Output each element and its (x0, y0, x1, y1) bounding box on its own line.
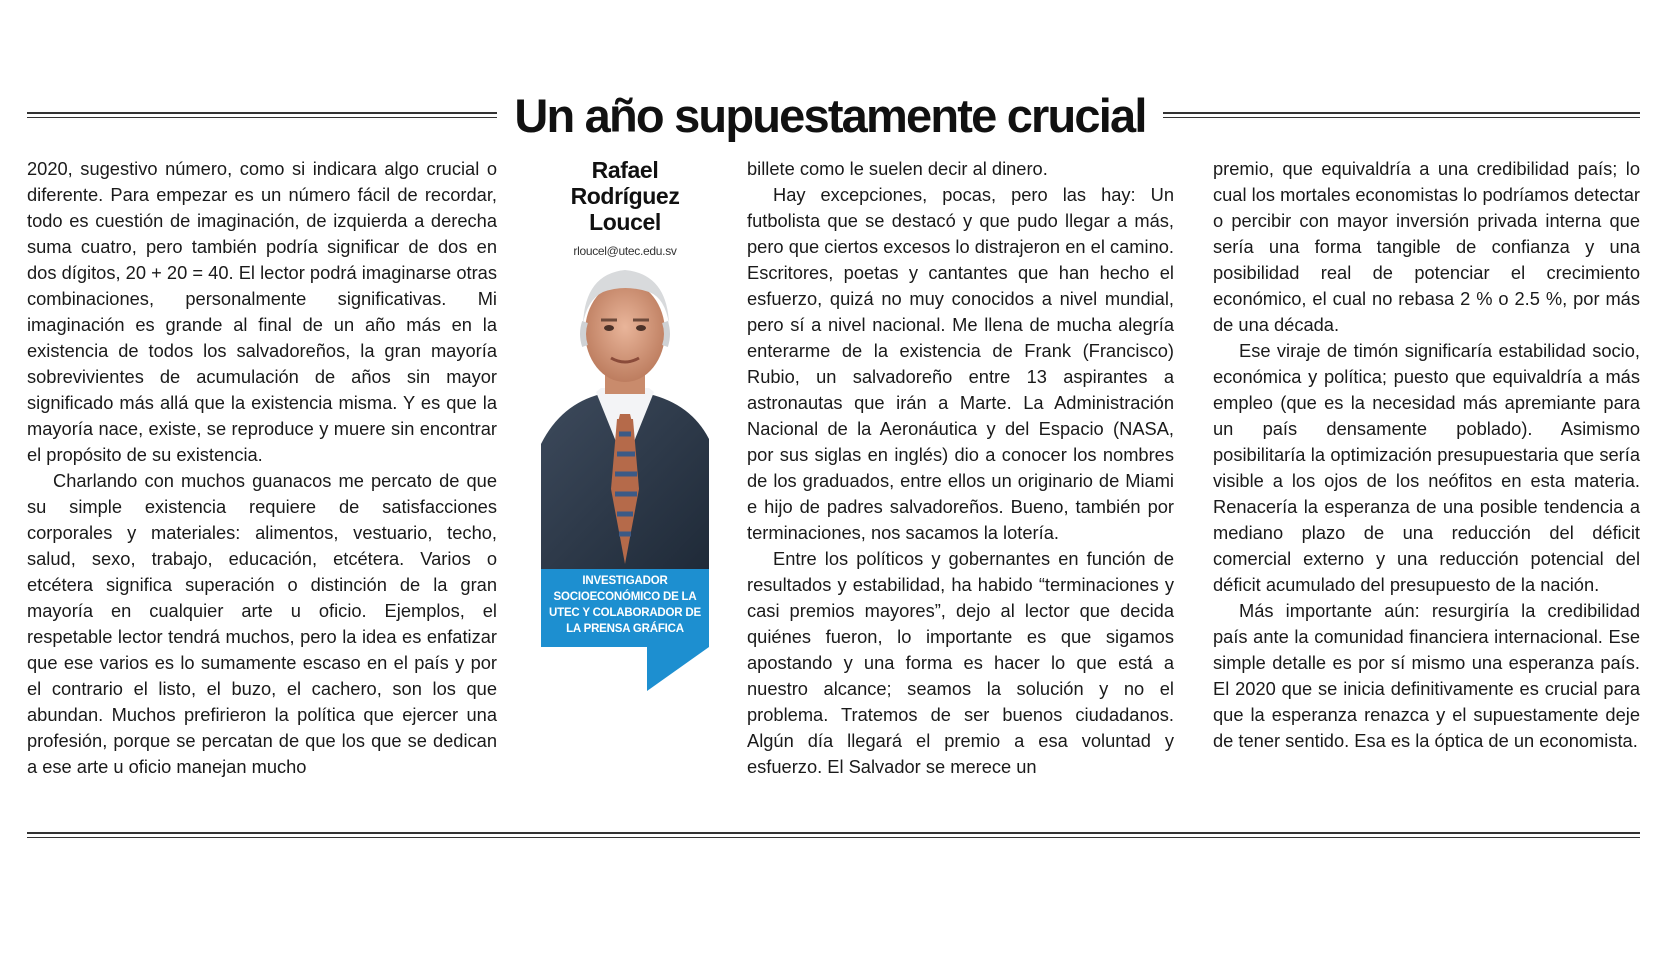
article-title: Un año supuestamente crucial (514, 89, 1146, 142)
bottom-rule (27, 832, 1640, 834)
paragraph: 2020, sugestivo número, como si indicara algo crucial o diferente. Para empezar es un número fácil de recordar, todo es cuestión de imaginación, de izquierda a derecha suma cuatro, pero también podría significar de dos en dos dígitos, 20 + 20 = 40. El lector podrá imaginarse otras combinaciones, personalmente significativas. Mi imaginación es grande al final de un año más en la existencia de todos los salvadoreños, la gran mayoría sobrevivientes de acumulación de años sin mayor significado más allá que la existencia misma. Y es que la mayoría nace, existe, se reproduce y muere sin encontrar el propósito de su existencia. (27, 158, 497, 465)
article-column-3 (1213, 156, 1640, 754)
paragraph: Ese viraje de timón significaría estabilidad socio, económica y política; puesto que equivaldría a más empleo (que es la necesidad más apremiante para un país densamente poblado). Asimismo posibilitaría la optimización presupuestaria que sería visible a los ojos de los neófitos en esta materia. Renacería la esperanza de una posible tendencia a mediano plazo de una reducción del déficit comercial externo y una reducción potencial del déficit acumulado del presupuesto de la nación. (1213, 340, 1640, 595)
author-role-badge: INVESTIGADOR SOCIOECONÓMICO DE LA UTEC Y COLABORADOR DE LA PRENSA GRÁFICA (541, 569, 709, 647)
author-photo (541, 264, 709, 569)
paragraph: Hay excepciones, pocas, pero las hay: Un futbolista que se destacó y que pudo llegar a más, pero que ciertos excesos lo distrajeron en el camino. Escritores, poetas y cantantes que han hecho el esfuerzo, quizá no muy conocidos a nivel mundial, pero sí a nivel nacional. Me llena de mucha alegría enterarme de la existencia de Frank (Francisco) Rubio, un salvadoreño entre 13 aspirantes a astronautas que irán a Marte. La Administración Nacional de la Aeronáutica y del Espacio (NASA, por sus siglas en inglés) dio a conocer los nombres de los graduados, entre ellos un originario de Miami e hijo de padres salvadoreños. Bueno, también por terminaciones, nos sacamos la lotería. (747, 184, 1174, 543)
paragraph: billete como le suelen decir al dinero. (747, 158, 1048, 179)
author-name: Rafael Rodríguez Loucel (570, 157, 680, 235)
title-rule-right (1163, 112, 1640, 114)
article-column-1 (27, 156, 497, 780)
title-rule-left (27, 112, 497, 114)
author-portrait-image (541, 264, 709, 569)
author-email: rloucel@utec.edu.sv (573, 244, 677, 258)
paragraph: premio, que equivaldría a una credibilidad país; lo cual los mortales economistas lo podríamos detectar o percibir con mayor inversión privada interna que sería una forma tangible de confianza y una posibilidad real de potenciar el crecimiento económico, el cual no rebasa 2 % o 2.5 %, por más de una década. (1213, 158, 1640, 335)
paragraph: Entre los políticos y gobernantes en función de resultados y estabilidad, ha habido “terminaciones y casi premios mayores”, dejo al lector que decida quiénes fueron, lo importante es que sigamos apostando y una forma es hacer lo que está a nuestro alcance; seamos la solución y no el problema. Tratemos de ser buenos ciudadanos. Algún día llegará el premio a esa voluntad y esfuerzo. El Salvador se merece un (747, 548, 1174, 777)
badge-tail (647, 647, 709, 691)
paragraph: Más importante aún: resurgiría la credibilidad país ante la comunidad financiera internacional. Ese simple detalle es por sí mismo una esperanza país. El 2020 que se inicia definitivamente es crucial para que la esperanza renazca y el supuestamente deje de tener sentido. Esa es la óptica de un economista. (1213, 600, 1640, 751)
article-column-2 (747, 156, 1174, 780)
paragraph: Charlando con muchos guanacos me percato de que su simple existencia requiere de satisfacciones corporales y materiales: alimentos, vestuario, techo, salud, sexo, trabajo, educación, etcétera. Varios o etcétera significa superación o distinción de la gran mayoría en cualquier arte u oficio. Ejemplos, el respetable lector tendrá muchos, pero la idea es enfatizar que ese varios es lo sumamente escaso en el país y por el contrario el listo, el buzo, el cachero, son los que abundan. Muchos prefirieron la política que ejercer una profesión, porque se percatan de que los que se dedican a ese arte u oficio manejan mucho (27, 470, 497, 777)
